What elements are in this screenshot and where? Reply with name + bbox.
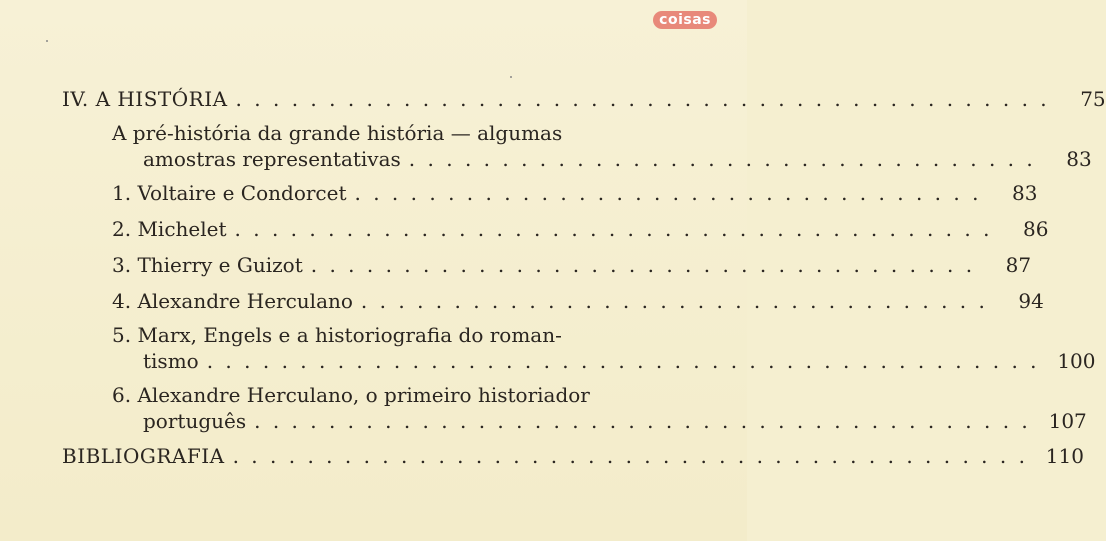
entry-title-line2: amostras representativas [143,147,401,171]
page-number: 86 [1023,217,1049,241]
dot-leader: . . . . . . . . . . . . . . . . . . . . . . . . . . . . . . . . . . . . [310,253,976,277]
bibliography-title: BIBLIOGRAFIA [62,444,225,468]
page-number: 107 [1048,409,1087,433]
dot-leader: . . . . . . . . . . . . . . . . . . . . . . . . . . . . . . . . . . [360,289,988,313]
entry-title-line1: 5. Marx, Engels e a historiografia do roman- [112,323,562,347]
toc-item-multiline [112,382,1087,434]
entry-title: 2. Michelet [112,217,227,241]
entry-title: 3. Thierry e Guizot [112,253,303,277]
dot-leader: . . . . . . . . . . . . . . . . . . . . . . . . . . . . . . . . . . [354,181,982,205]
page-number: 83 [1012,181,1038,205]
watermark-logo: coisas [653,11,717,29]
entry-title: 1. Voltaire e Condorcet [112,181,347,205]
page-number: 75 [1080,87,1106,111]
page-number: 87 [1005,253,1032,277]
entry-title-line2: tismo [143,349,199,373]
dot-leader: . . . . . . . . . . . . . . . . . . . . . . . . . . . . . . . . . . . . . . . . . [234,217,993,241]
entry-title-line1: A pré-história da grande história — algumas [112,121,563,145]
page-number: 94 [1018,289,1044,313]
toc-item [112,288,1044,314]
page-number: 83 [1066,147,1092,171]
toc-item [112,180,1038,206]
toc-chapter-entry [62,86,1106,112]
paper-speck [46,40,48,42]
toc-item-multiline [112,322,1096,374]
paper-speck [510,76,512,78]
dot-leader: . . . . . . . . . . . . . . . . . . . . . . . . . . . . . . . . . . . . . . . . . . . . . [206,349,1040,373]
page-number: 110 [1045,444,1084,468]
dot-leader: . . . . . . . . . . . . . . . . . . . . . . . . . . . . . . . . . . . . . . . . . . [254,409,1031,433]
toc-item [112,216,1049,242]
entry-title-line2: português [143,409,247,433]
toc-bibliography-entry [62,443,1084,469]
chapter-title: IV. A HISTÓRIA [62,87,228,111]
dot-leader: . . . . . . . . . . . . . . . . . . . . . . . . . . . . . . . . . . . . . . . . . . . . [235,87,1050,111]
page-number: 100 [1057,349,1096,373]
entry-title: 4. Alexandre Herculano [112,289,353,313]
toc-item [112,252,1032,278]
toc-intro-entry [112,120,1092,172]
dot-leader: . . . . . . . . . . . . . . . . . . . . . . . . . . . . . . . . . . [408,147,1036,171]
dot-leader: . . . . . . . . . . . . . . . . . . . . . . . . . . . . . . . . . . . . . . . . . . . [232,444,1028,468]
entry-title-line1: 6. Alexandre Herculano, o primeiro historiador [112,383,590,407]
